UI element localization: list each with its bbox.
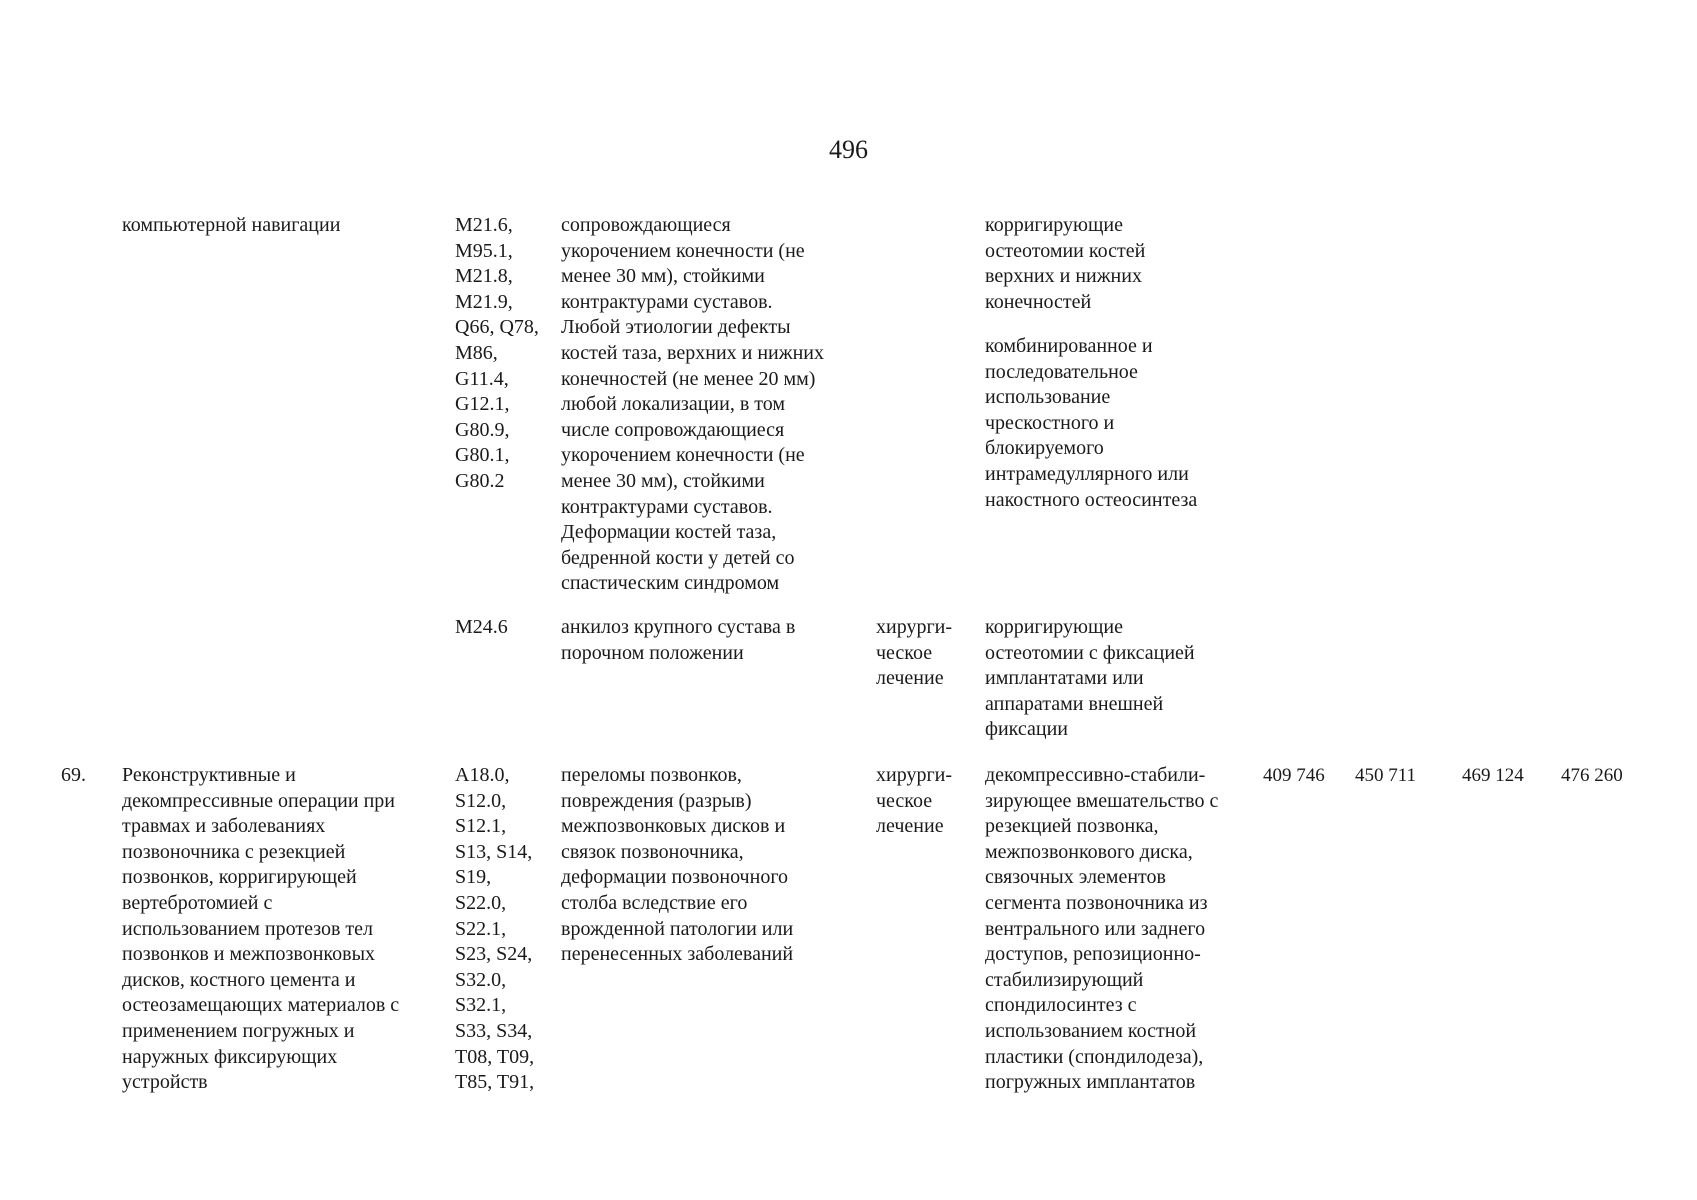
cost-value-1: 409 746: [1263, 765, 1325, 786]
row-number: 69.: [61, 764, 86, 786]
procedure-name-continued: компьютерной навигации: [122, 214, 341, 236]
page-number: 496: [829, 135, 868, 164]
patient-model-group2: анкилоз крупного сустава в порочном положении: [561, 616, 796, 664]
treatment-method-group1-a: корригирующие остеотомии костей верхних и нижних конечностей: [985, 214, 1146, 313]
procedure-name: Реконструктивные и декомпрессивные операции при травмах и заболеваниях позвоночника с резекцией позвонков, корригирующей вертебротомией с использованием протезов тел позвонков и межпозвонковых дисков, костного цемента и остеозамещающих материалов с применением погружных и наружных фиксирующих устройств: [122, 764, 400, 1094]
icd-codes: A18.0, S12.0, S12.1, S13, S14, S19, S22.0, S22.1, S23, S24, S32.0, S32.1, S33, S34, T08, T09, T85, T91,: [455, 764, 535, 1094]
icd-codes-group1: M21.6, M95.1, M21.8, M21.9, Q66, Q78, M86, G11.4, G12.1, G80.9, G80.1, G80.2: [455, 214, 539, 492]
treatment-method-group2: корригирующие остеотомии с фиксацией имплантатами или аппаратами внешней фиксации: [985, 616, 1195, 741]
patient-model: переломы позвонков, повреждения (разрыв) межпозвонковых дисков и связок позвоночника, деформации позвоночного столба вследствие его врожденной патологии или перенесенных заболеваний: [561, 764, 794, 966]
cost-value-2: 450 711: [1355, 765, 1417, 786]
cost-value-4: 476 260: [1561, 765, 1623, 786]
icd-codes-group2: M24.6: [455, 616, 508, 638]
treatment-type: хирурги- ческое лечение: [876, 764, 953, 838]
treatment-method: декомпрессивно-стабили- зирующее вмешательство с резекцией позвонка, межпозвонкового диска, связочных элементов сегмента позвоночника из вентрального или заднего доступов, репозиционно- стабилизирующий спондилосинтез с использованием костной пластики (спондилодеза), погружных имплантатов: [985, 764, 1219, 1094]
patient-model-group1: сопровождающиеся укорочением конечности (не менее 30 мм), стойкими контрактурами суставов. Любой этиологии дефекты костей таза, верхних и нижних конечностей (не менее 20 мм) любой локализации, в том числе сопровождающиеся укорочением конечности (не менее 30 мм), стойкими контрактурами суставов. Деформации костей таза, бедренной кости у детей со спастическим синдромом: [561, 214, 824, 595]
treatment-type-group2: хирурги- ческое лечение: [876, 616, 953, 690]
cost-value-3: 469 124: [1462, 765, 1524, 786]
treatment-method-group1-b: комбинированное и последовательное использование чрескостного и блокируемого интрамедуллярного или накостного остеосинтеза: [985, 335, 1198, 511]
